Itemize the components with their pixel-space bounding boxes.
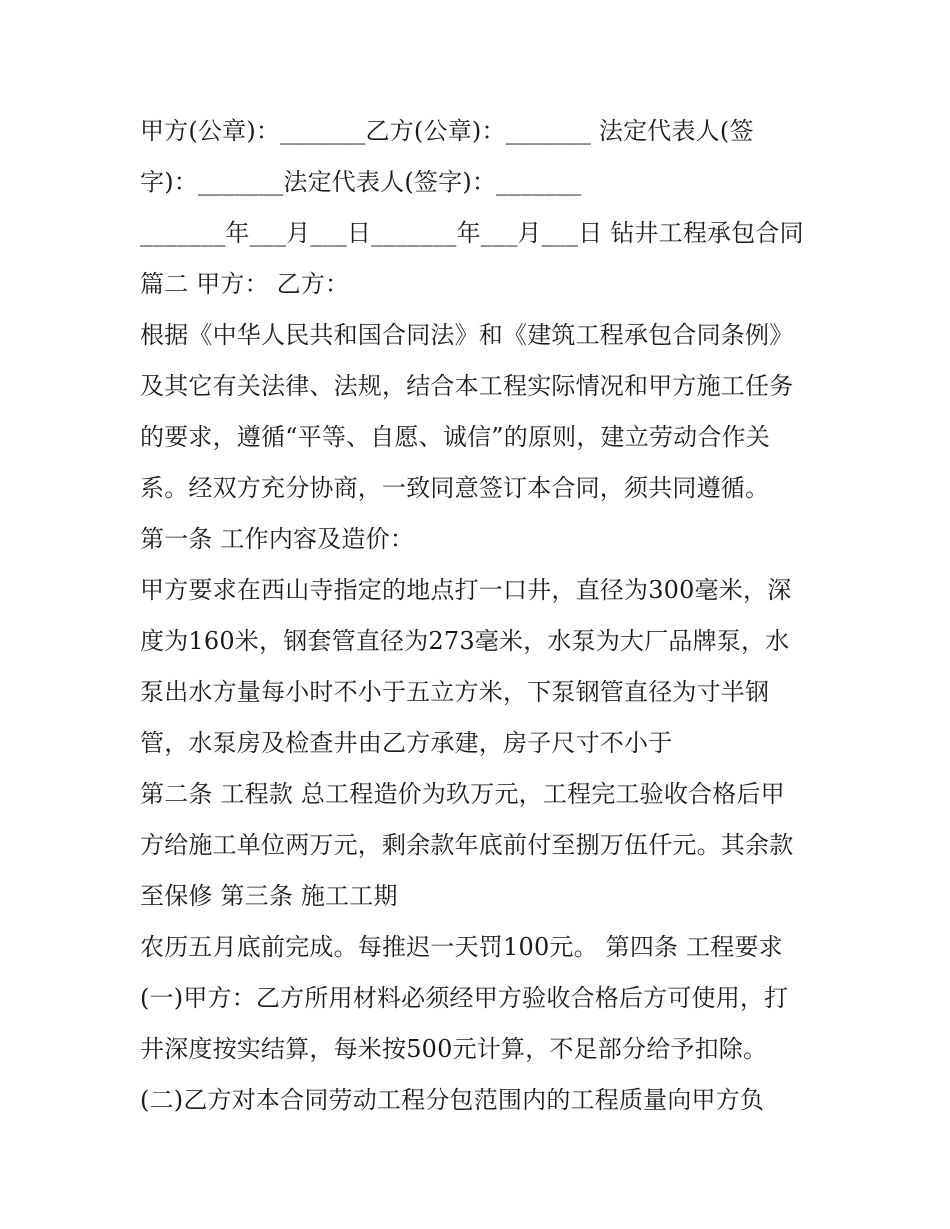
paragraph-line: 泵出水方量每小时不小于五立方米，下泵钢管直径为寸半钢 (140, 678, 770, 706)
paragraph-line: (一)甲方：乙方所用材料必须经甲方验收合格后方可使用，打 (140, 984, 789, 1012)
signature-line: 字)：_______法定代表人(签字)：_______ (140, 168, 582, 196)
paragraph-line: 第二条 工程款 总工程造价为玖万元，工程完工验收合格后甲 (140, 780, 785, 808)
paragraph-line: 农历五月底前完成。每推迟一天罚100元。 第四条 工程要求 (140, 933, 783, 961)
paragraph-line: 甲方要求在西山寺指定的地点打一口井，直径为300毫米，深 (140, 576, 792, 604)
paragraph-line: 的要求，遵循“平等、自愿、诚信”的原则，建立劳动合作关 (140, 423, 770, 451)
paragraph-line: 至保修 第三条 施工工期 (140, 882, 398, 910)
paragraph-line: 度为160米，钢套管直径为273毫米，水泵为大厂品牌泵，水 (140, 627, 790, 655)
paragraph-line: (二)乙方对本合同劳动工程分包范围内的工程质量向甲方负 (140, 1086, 765, 1114)
contract-text (140, 106, 830, 1126)
paragraph-line: 方给施工单位两万元，剩余款年底前付至捌万伍仟元。其余款 (140, 831, 794, 859)
paragraph-line: 系。经双方充分协商，一致同意签订本合同，须共同遵循。 (140, 474, 770, 502)
date-line: _______年___月___日_______年___月___日 钻井工程承包合同 (140, 219, 804, 247)
parties-line: 篇二 甲方： 乙方： (140, 270, 350, 298)
paragraph-line: 及其它有关法律、法规，结合本工程实际情况和甲方施工任务 (140, 372, 794, 400)
paragraph-line: 根据《中华人民共和国合同法》和《建筑工程承包合同条例》 (140, 321, 794, 349)
signature-line: 甲方(公章)：_______乙方(公章)：_______ 法定代表人(签 (140, 117, 754, 145)
paragraph-line: 管，水泵房及检查井由乙方承建，房子尺寸不小于 (140, 729, 673, 757)
paragraph-line: 井深度按实结算，每米按500元计算，不足部分给予扣除。 (140, 1035, 768, 1063)
article-heading: 第一条 工作内容及造价： (140, 525, 415, 553)
